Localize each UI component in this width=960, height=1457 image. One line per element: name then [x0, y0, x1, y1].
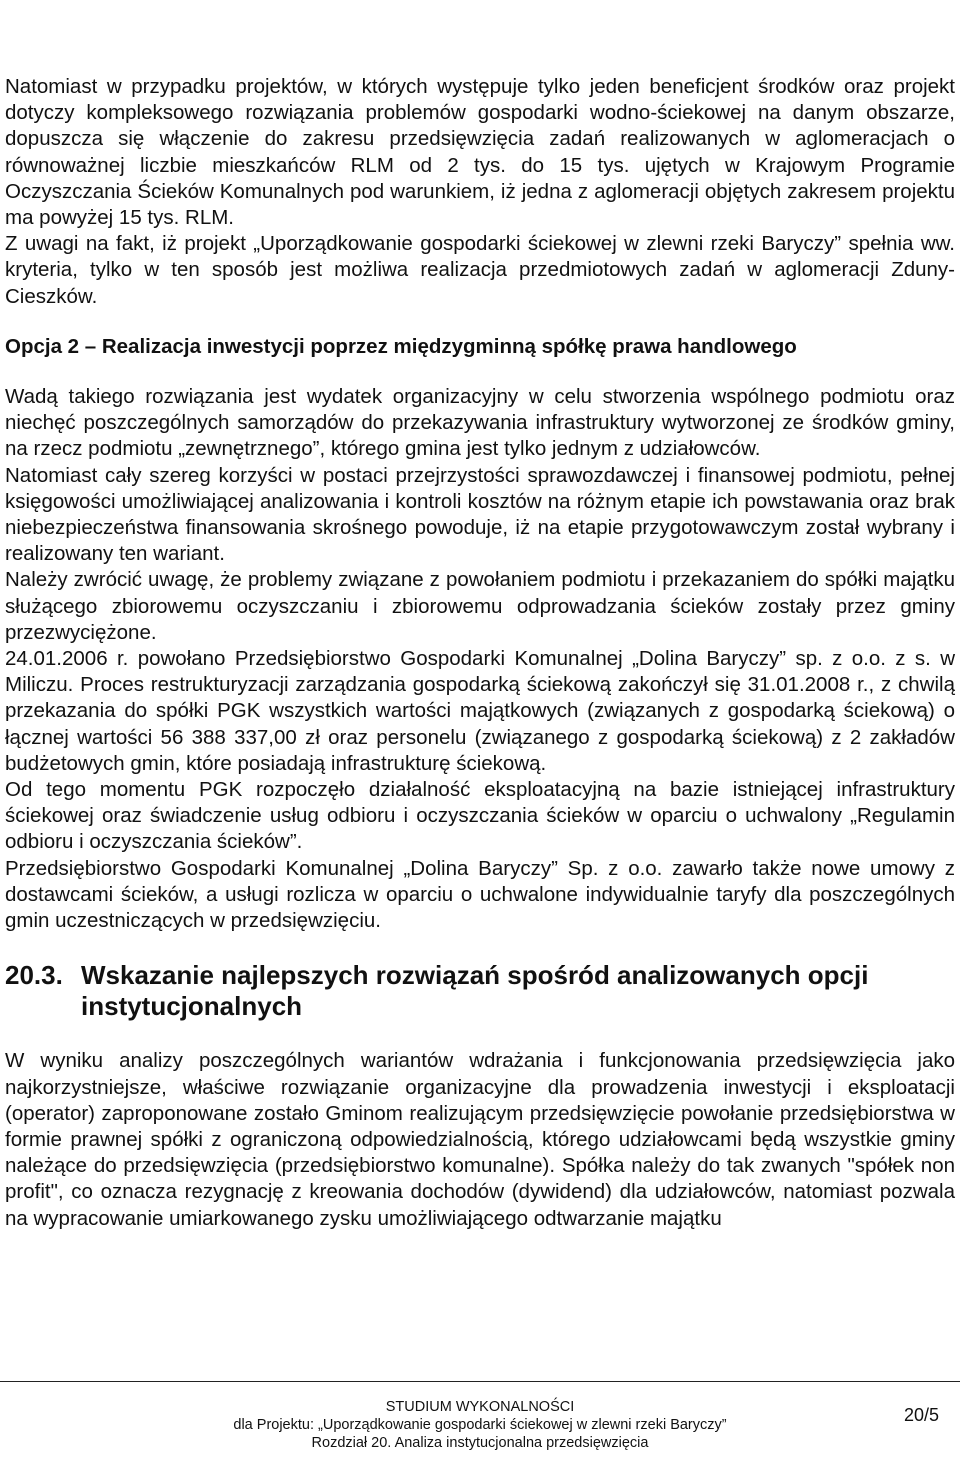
paragraph-intro-1: Natomiast w przypadku projektów, w których występuje tylko jeden beneficjent środków oraz projekt dotyczy kompleksowego rozwiązania problemów gospodarki wodno-ściekowej na danym obszarze, dopuszcza się włączenie do zakresu przedsięwzięcia zadań realizowanych w aglomeracjach o równoważnej liczbie mieszkańców RLM od 2 tys. do 15 tys. ujętych w Krajowym Programie Oczyszczania Ścieków Komunalnych pod warunkiem, iż jedna z aglomeracji objętych zakresem projektu ma powyżej 15 tys. RLM. — [5, 75, 955, 230]
paragraph-intro-2: Z uwagi na fakt, iż projekt „Uporządkowanie gospodarki ściekowej w zlewni rzeki Baryczy” spełnia ww. kryteria, tylko w ten sposób jest możliwa realizacja przedmiotowych zadań w aglomeracji Zduny-Cieszków. — [5, 232, 955, 308]
section-title: Wskazanie najlepszych rozwiązań spośród analizowanych opcji instytucjonalnych — [81, 960, 869, 1022]
section-number: 20.3. — [5, 960, 63, 991]
paragraph-option2-6: Przedsiębiorstwo Gospodarki Komunalnej „Dolina Baryczy” Sp. z o.o. zawarło także nowe umowy z dostawcami ścieków, a usługi rozlicza w oparciu o uchwalone indywidualnie taryfy dla poszczególnych gmin uczestniczących w przedsięwzięciu. — [5, 856, 955, 933]
paragraph-option2-4: 24.01.2006 r. powołano Przedsiębiorstwo Gospodarki Komunalnej „Dolina Baryczy” sp. z o.o. z s. w Miliczu. Proces restrukturyzacji zarządzania gospodarką ściekową zakończył się 31.01.2008 r., z chwilą przekazania do spółki PGK wszystkich wartości majątkowych (związanych z gospodarką ściekową) o łącznej wartości 56 388 337,00 zł oraz personelu (związanego z gospodarką ściekową) z 2 zakładów budżetowych gmin, które posiadają infrastrukturę ściekową. — [5, 647, 955, 775]
footer-divider — [0, 1381, 960, 1382]
document-body — [5, 74, 955, 1232]
paragraph-option2-3: Należy zwrócić uwagę, że problemy związane z powołaniem podmiotu i przekazaniem do spółki majątku służącego zbiorowemu oczyszczaniu i zbiorowemu odprowadzania ścieków zostały przez gminy przezwyciężone. — [5, 568, 955, 644]
footer-study-title: STUDIUM WYKONALNOŚCI — [385, 1399, 575, 1415]
paragraph-section: W wyniku analizy poszczególnych wariantów wdrażania i funkcjonowania przedsięwzięcia jako najkorzystniejsze, właściwe rozwiązanie organizacyjne dla prowadzenia inwestycji i eksploatacji (operator) zaproponowane zostało Gminom realizującym przedsięwzięcie powołanie przedsiębiorstwa w formie prawnej spółki z ograniczoną odpowiedzialnością, którego udziałowcami będą wszystkie gminy należące do przedsięwzięcia (przedsiębiorstwo komunalne). Spółka należy do tak zwanych "spółek non profit", co oznacza rezygnację z kreowania dochodów (dywidend) dla udziałowców, natomiast pozwala na wypracowanie umiarkowanego zysku umożliwiającego odtwarzanie majątku — [5, 1049, 955, 1230]
footer-chapter: Rozdział 20. Analiza instytucjonalna przedsięwzięcia — [311, 1435, 649, 1451]
footer-project-name: dla Projektu: „Uporządkowanie gospodarki ściekowej w zlewni rzeki Baryczy” — [233, 1417, 727, 1433]
page-footer — [0, 1398, 960, 1452]
paragraph-option2-1: Wadą takiego rozwiązania jest wydatek organizacyjny w celu stworzenia wspólnego podmiotu oraz niechęć poszczególnych samorządów do przekazywania infrastruktury wytworzonej ze środków gminy, na rzecz podmiotu „zewnętrznego”, którego gmina jest tylko jednym z udziałowców. — [5, 385, 955, 461]
section-heading — [5, 960, 955, 1022]
paragraph-option2-2: Natomiast cały szereg korzyści w postaci przejrzystości sprawozdawczej i finansowej podmiotu, pełnej księgowości umożliwiającej analizowania i kontroli kosztów na różnym etapie ich powstawania oraz brak niebezpieczeństwa finansowania skrośnego powoduje, iż na etapie przygotowawczym został wybrany i realizowany ten wariant. — [5, 463, 955, 566]
page-number: 20/5 — [904, 1405, 940, 1425]
option-2-heading: Opcja 2 – Realizacja inwestycji poprzez międzygminną spółkę prawa handlowego — [5, 334, 797, 358]
paragraph-option2-5: Od tego momentu PGK rozpoczęło działalność eksploatacyjną na bazie istniejącej infrastruktury ściekowej oraz świadczenie usług odbioru i oczyszczania ścieków w oparciu o uchwalony „Regulamin odbioru i oczyszczania ścieków”. — [5, 778, 955, 854]
